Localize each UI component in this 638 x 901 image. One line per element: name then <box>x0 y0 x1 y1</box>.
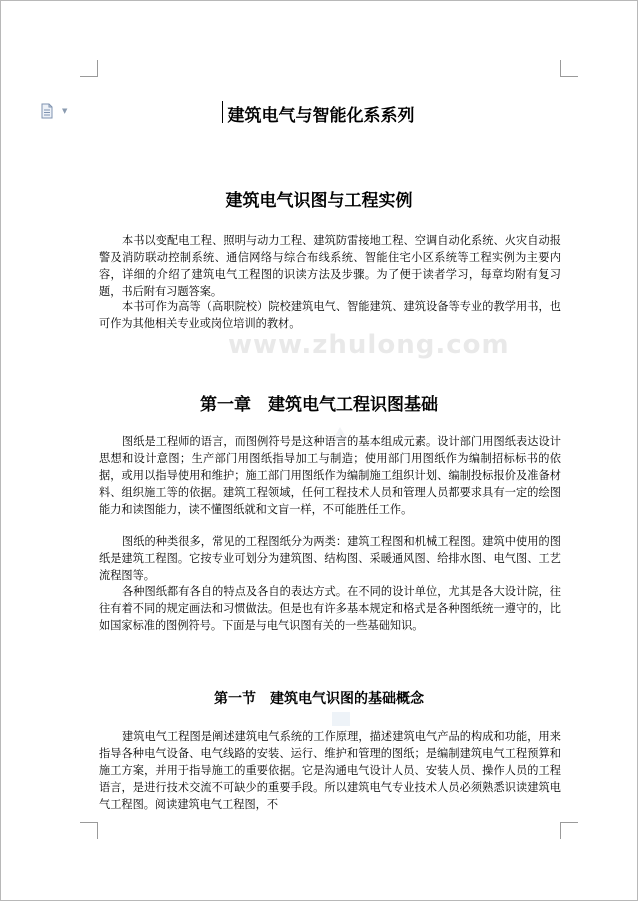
chapter-paragraph: 各种图纸都有各自的特点及各自的表达方式。在不同的设计单位，尤其是各大设计院，往往有着不同的规定画法和习惯做法。但是也有许多基本规定和格式是各种图纸统一遵守的，比如国家标准的图例符号。下面是与电气识图有关的一些基础知识。 <box>99 585 561 632</box>
intro-paragraph: 本书可作为高等（高职院校）院校建筑电气、智能建筑、建筑设备等专业的教学用书，也可作为其他相关专业或岗位培训的教材。 <box>99 300 561 330</box>
section-paragraph: 建筑电气工程图是阐述建筑电气系统的工作原理，描述建筑电气产品的构成和功能，用来指导各种电气设备、电气线路的安装、运行、维护和管理的图纸；是编制建筑电气工程预算和施工方案，并用于指导施工的重要依据。它是沟通电气设计人员、安装人员、操作人员的工程语言，是进行技术交流不可缺少的重要手段。所以建筑电气专业技术人员必须熟悉识读建筑电气工程图。阅读建筑电气工程图，不 <box>99 730 561 811</box>
chevron-down-icon[interactable]: ▼ <box>62 107 68 115</box>
crop-mark-bottom-left-h <box>80 822 97 823</box>
chapter-paragraph: 图纸的种类很多，常见的工程图纸分为两类：建筑工程图和机械工程图。建筑中使用的图纸是建筑工程图。它按专业可划分为建筑图、结构图、采暖通风图、给排水图、电气图、工艺流程图等。 <box>99 535 561 582</box>
watermark-logo-shape-2 <box>330 710 352 728</box>
crop-mark-top-left-h <box>80 76 97 77</box>
crop-mark-top-right-h <box>561 76 578 77</box>
crop-mark-top-right-v <box>560 60 561 77</box>
crop-mark-bottom-left-v <box>97 822 98 839</box>
crop-mark-bottom-right-v <box>560 822 561 839</box>
book-title: 建筑电气识图与工程实例 <box>225 191 413 211</box>
watermark: www.zhulong.com <box>228 330 510 360</box>
series-title: 建筑电气与智能化系系列 <box>227 106 415 126</box>
chapter-title: 第一章 建筑电气工程识图基础 <box>200 395 438 415</box>
intro-paragraph: 本书以变配电工程、照明与动力工程、建筑防雷接地工程、空调自动化系统、火灾自动报警及消防联动控制系统、通信网络与综合布线系统、智能住宅小区系统等工程实例为主要内容，详细的介绍了建筑电气工程图的识读方法及步骤。为了便于读者学习，每章均附有复习题，书后附有习题答案。 <box>99 234 561 298</box>
section-title: 第一节 建筑电气识图的基础概念 <box>214 691 424 707</box>
chapter-paragraph: 图纸是工程师的语言，而图例符号是这种语言的基本组成元素。设计部门用图纸表达设计思想和设计意图；生产部门用图纸指导加工与制造；使用部门用图纸作为编制招标标书的依据，或用以指导使用和维护；施工部门用图纸作为编制施工组织计划、编制投标报价及准备材料、组织施工等的依据。建筑工程领域，任何工程技术人员和管理人员都要求具有一定的绘图能力和读图能力，读不懂图纸就和文盲一样，不可能胜任工作。 <box>99 435 561 516</box>
crop-mark-top-left-v <box>97 60 98 77</box>
crop-mark-bottom-right-h <box>561 822 578 823</box>
